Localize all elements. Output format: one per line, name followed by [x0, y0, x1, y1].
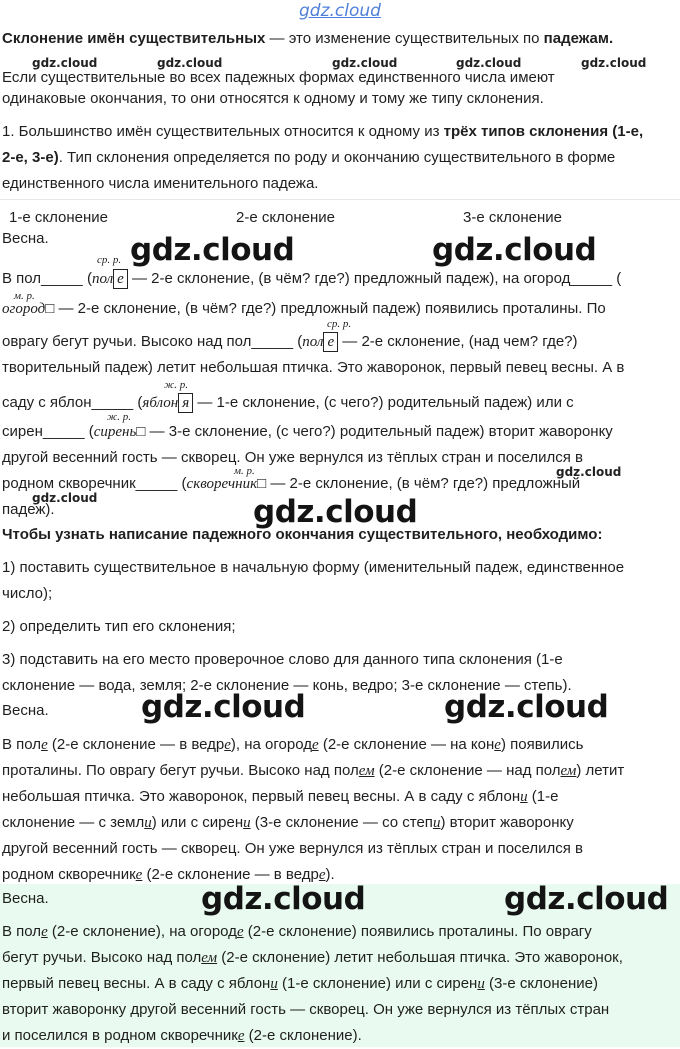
text: (2-е склонение — на кон [318, 736, 495, 753]
ending: и [270, 976, 278, 992]
text: В пол [2, 923, 42, 940]
text: . Тип склонения определяется по роду и окончанию существительного в форме [58, 149, 616, 166]
text: сирен_____ ( [2, 423, 94, 440]
text: ) летит [576, 762, 625, 779]
text: (3-е склонение) [484, 975, 598, 992]
ending: е [237, 1028, 245, 1044]
text: В пол [2, 736, 42, 753]
paragraph-line [2, 145, 615, 171]
ending: е [236, 924, 244, 940]
watermark-small: gdz.cloud [32, 491, 98, 505]
text: — 2-е склонение, (в чём? где?) предложный падеж), на огород_____ ( [127, 270, 622, 287]
watermark-small: gdz.cloud [332, 56, 398, 70]
exercise-line [2, 329, 578, 355]
rule-line: склонение — вода, земля; 2-е склонение — конь, ведро; 3-е склонение — степь). [2, 677, 572, 694]
ending: е [41, 737, 48, 753]
text: родном скворечник_____ ( [2, 475, 187, 492]
term-bold: Склонение имён существительных [2, 30, 266, 47]
watermark-big: gdz.cloud [444, 689, 609, 725]
ending: ем [201, 950, 218, 966]
declension-table [0, 199, 680, 230]
final-line [2, 919, 592, 945]
rules-title: Чтобы узнать написание падежного окончания существительного, необходимо: [2, 526, 603, 543]
ending: и [477, 976, 485, 992]
text: (2-е склонение — в ведр [142, 866, 319, 883]
ending: и [243, 815, 251, 831]
ending: и [520, 789, 528, 805]
text: первый певец весны. А в саду с яблон [2, 975, 271, 992]
ending-box: □ [45, 300, 55, 317]
text: (1-е склонение) или с сирен [277, 975, 478, 992]
watermark-big: gdz.cloud [504, 881, 669, 917]
exercise-line [2, 419, 613, 445]
ending: и [432, 815, 441, 831]
exercise-line [2, 471, 580, 497]
term-bold: падежам. [543, 30, 614, 47]
text: ) или с сирен [151, 814, 244, 831]
gender-note: ср. р. [327, 318, 352, 330]
text: ), на огород [230, 736, 312, 753]
paragraph-line [2, 119, 643, 145]
section-title: Весна. [2, 890, 49, 907]
watermark-small: gdz.cloud [32, 56, 98, 70]
watermark-big: gdz.cloud [141, 689, 306, 725]
paragraph-line: Если существительные во всех падежных формах единственного числа имеют [2, 69, 555, 86]
exercise-line: творительный падеж) летит небольшая птичка. Это жаворонок, первый певец весны. А в [2, 359, 625, 376]
ending: ем [358, 763, 375, 779]
text: бегут ручьи. Высоко над пол [2, 949, 202, 966]
section-title: Весна. [2, 230, 49, 247]
gender-note: м. р. [234, 465, 255, 477]
watermark-big: gdz.cloud [201, 881, 366, 917]
final-line [2, 945, 623, 971]
answer-line: другой весенний гость — скворец. Он уже вернулся из тёплых стран и поселился в [2, 840, 584, 857]
answer-line [2, 784, 558, 810]
ending: и [144, 815, 152, 831]
text: ). [325, 866, 335, 883]
final-line [2, 1023, 362, 1049]
text: (2-е склонение) появились проталины. По оврагу [243, 923, 592, 940]
final-line [2, 971, 598, 997]
text: родном скворечник [2, 866, 136, 883]
watermark-big: gdz.cloud [432, 232, 597, 268]
text: ) вторит жаворонку [440, 814, 574, 831]
gender-note: м. р. [14, 290, 35, 302]
text: (1-е [527, 788, 559, 805]
watermark-small: gdz.cloud [581, 56, 647, 70]
word-stem: яблон [142, 395, 179, 411]
exercise-line [2, 266, 621, 292]
text: — это изменение существительных по [265, 30, 544, 47]
text: В пол_____ ( [2, 270, 92, 287]
final-line: вторит жаворонку другой весенний гость — скворец. Он уже вернулся из тёплых стран [2, 1001, 610, 1018]
word-stem: скворечник [186, 476, 258, 492]
ending: е [41, 924, 48, 940]
rule-line: число); [2, 585, 53, 602]
ending: е [318, 867, 326, 883]
text: оврагу бегут ручьи. Высоко над пол_____ ( [2, 333, 303, 350]
text: и поселился в родном скворечник [2, 1027, 238, 1044]
table-header-2: 2-е склонение [236, 209, 335, 226]
text: — 2-е склонение, (над чем? где?) [338, 333, 578, 350]
table-header-1: 1-е склонение [9, 209, 108, 226]
text: (3-е склонение — со степ [250, 814, 433, 831]
section-title: Весна. [2, 702, 49, 719]
gender-note: ср. р. [97, 254, 122, 266]
answer-line [2, 862, 335, 888]
watermark-top: gdz.cloud [299, 1, 381, 21]
ending-box: я [178, 393, 193, 413]
rule-line: 3) подставить на его место проверочное слово для данного типа склонения (1-е [2, 651, 563, 668]
gender-note: ж. р. [107, 411, 131, 423]
ending: ем [560, 763, 577, 779]
word-stem: пол [302, 334, 324, 350]
answer-line [2, 810, 574, 836]
gender-note: ж. р. [164, 379, 188, 391]
ending-box: е [323, 332, 338, 352]
watermark-small: gdz.cloud [157, 56, 223, 70]
word-stem: пол [91, 271, 114, 287]
text: склонение — с земл [2, 814, 145, 831]
ending: е [311, 737, 319, 753]
term-bold: 2-е, 3-е) [2, 149, 59, 166]
watermark-small: gdz.cloud [456, 56, 522, 70]
ending: е [224, 737, 231, 753]
exercise-line [2, 390, 574, 416]
watermark-big: gdz.cloud [253, 494, 418, 530]
ending-box: □ [257, 475, 267, 492]
text: (2-е склонение — над пол [374, 762, 561, 779]
exercise-line: другой весенний гость — скворец. Он уже вернулся из тёплых стран и поселился в [2, 449, 584, 466]
paragraph-line: единственного числа именительного падежа. [2, 175, 319, 192]
answer-line [2, 732, 584, 758]
text: — 3-е склонение, (с чего?) родительный падеж) вторит жаворонку [145, 423, 613, 440]
text: ) появились [500, 736, 584, 753]
text: (2-е склонение) летит небольшая птичка. Это жаворонок, [217, 949, 623, 966]
text: небольшая птичка. Это жаворонок, первый певец весны. А в саду с яблон [2, 788, 521, 805]
text: 1. Большинство имён существительных относится к одному из [2, 123, 444, 140]
table-header-3: 3-е склонение [463, 209, 562, 226]
ending-box: е [113, 269, 128, 289]
rule-line: 2) определить тип его склонения; [2, 618, 236, 635]
watermark-big: gdz.cloud [130, 232, 295, 268]
text: (2-е склонение — в ведр [47, 736, 225, 753]
text: — 2-е склонение, (в чём? где?) предложный падеж) появились проталины. По [54, 300, 606, 317]
answer-line [2, 758, 624, 784]
text: — 2-е склонение, (в чём? где?) предложный [266, 475, 581, 492]
text: (2-е склонение), на огород [47, 923, 237, 940]
rule-line: 1) поставить существительное в начальную форму (именительный падеж, единственное [2, 559, 625, 576]
paragraph-line: одинаковые окончания, то они относятся к одному и тому же типу склонения. [2, 90, 544, 107]
ending: е [494, 737, 501, 753]
definition-line [2, 26, 613, 52]
ending: е [135, 867, 143, 883]
exercise-line [2, 296, 606, 322]
exercise-line: падеж). [2, 501, 55, 518]
ending-box: □ [136, 423, 146, 440]
text: проталины. По оврагу бегут ручьи. Высоко над пол [2, 762, 359, 779]
word-stem: огород [2, 301, 46, 317]
text: — 1-е склонение, (с чего?) родительный падеж) или с [193, 394, 574, 411]
watermark-small: gdz.cloud [556, 465, 622, 479]
text: (2-е склонение). [244, 1027, 362, 1044]
word-stem: сирень [93, 424, 137, 440]
term-bold: трёх типов склонения (1-е, [443, 123, 644, 140]
text: саду с яблон_____ ( [2, 394, 143, 411]
